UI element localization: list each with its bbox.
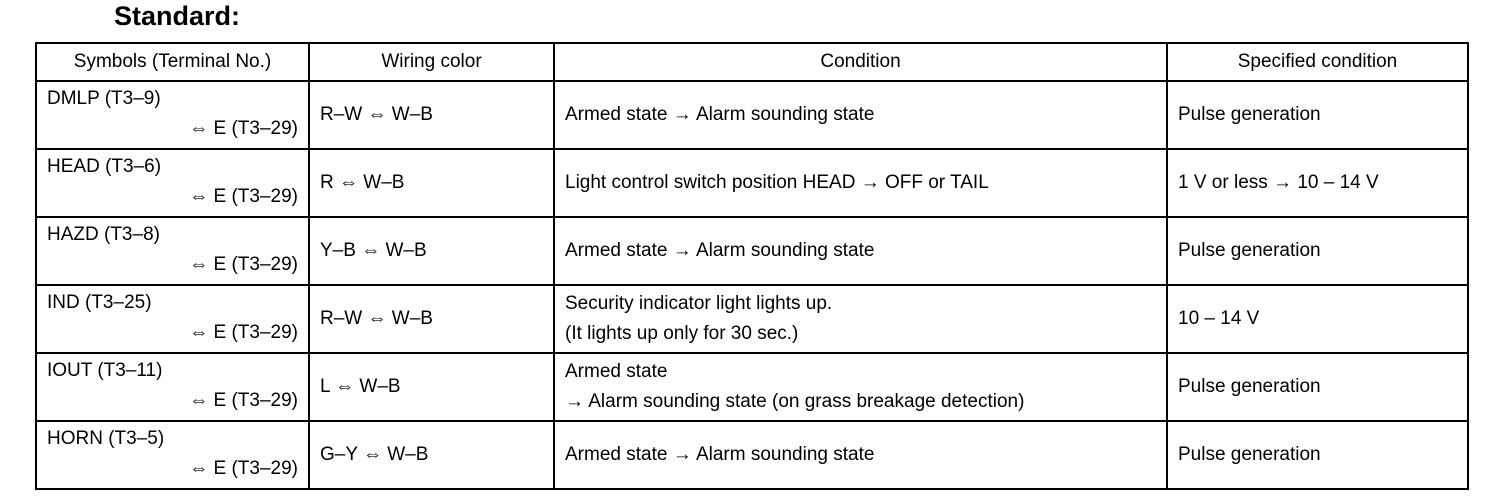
condition-line: Armed state → Alarm sounding state <box>565 104 875 125</box>
condition-line: (It lights up only for 30 sec.) <box>565 323 799 344</box>
condition-cell <box>554 421 1167 489</box>
specification-table <box>35 42 1469 490</box>
condition-line: → Alarm sounding state (on grass breakage detection) <box>565 391 1025 412</box>
page-heading: Standard: <box>114 1 241 31</box>
terminal-symbol: IOUT (T3–11) <box>47 360 163 381</box>
symbol-cell <box>36 421 309 489</box>
wiring-color-cell: Y–B ⇔ W–B <box>309 217 554 285</box>
condition-cell <box>554 217 1167 285</box>
ground-terminal: ⇔ E (T3–29) <box>189 186 298 207</box>
symbol-cell <box>36 285 309 353</box>
specified-condition-cell: Pulse generation <box>1167 353 1468 421</box>
table-row <box>36 81 1468 149</box>
table-row <box>36 421 1468 489</box>
terminal-symbol: HAZD (T3–8) <box>47 224 160 245</box>
header-wiring-color: Wiring color <box>309 43 554 81</box>
ground-terminal: ⇔ E (T3–29) <box>189 322 298 343</box>
condition-line: Armed state <box>565 361 668 382</box>
condition-cell <box>554 285 1167 353</box>
specified-condition-cell: 1 V or less → 10 – 14 V <box>1167 149 1468 217</box>
wiring-color-cell: R ⇔ W–B <box>309 149 554 217</box>
specified-condition-cell: 10 – 14 V <box>1167 285 1468 353</box>
table-header-row <box>36 43 1468 81</box>
terminal-symbol: HEAD (T3–6) <box>47 156 162 177</box>
terminal-symbol: DMLP (T3–9) <box>47 88 161 109</box>
ground-terminal: ⇔ E (T3–29) <box>189 118 298 139</box>
ground-terminal: ⇔ E (T3–29) <box>189 390 298 411</box>
terminal-symbol: HORN (T3–5) <box>47 428 165 449</box>
wiring-color-cell: L ⇔ W–B <box>309 353 554 421</box>
condition-line: Armed state → Alarm sounding state <box>565 240 875 261</box>
condition-cell <box>554 353 1167 421</box>
wiring-color-cell: R–W ⇔ W–B <box>309 81 554 149</box>
specified-condition-cell: Pulse generation <box>1167 217 1468 285</box>
table-row <box>36 285 1468 353</box>
specified-condition-cell: Pulse generation <box>1167 81 1468 149</box>
ground-terminal: ⇔ E (T3–29) <box>189 254 298 275</box>
condition-cell <box>554 149 1167 217</box>
table-row <box>36 217 1468 285</box>
symbol-cell <box>36 217 309 285</box>
wiring-color-cell: G–Y ⇔ W–B <box>309 421 554 489</box>
table-row <box>36 149 1468 217</box>
symbol-cell <box>36 353 309 421</box>
symbol-cell <box>36 149 309 217</box>
header-specified-condition: Specified condition <box>1167 43 1468 81</box>
terminal-symbol: IND (T3–25) <box>47 292 152 313</box>
condition-cell <box>554 81 1167 149</box>
wiring-color-cell: R–W ⇔ W–B <box>309 285 554 353</box>
header-condition: Condition <box>554 43 1167 81</box>
condition-line: Security indicator light lights up. <box>565 293 833 314</box>
specified-condition-cell: Pulse generation <box>1167 421 1468 489</box>
condition-line: Light control switch position HEAD → OFF or TAIL <box>565 172 989 193</box>
symbol-cell <box>36 81 309 149</box>
condition-line: Armed state → Alarm sounding state <box>565 444 875 465</box>
header-symbols: Symbols (Terminal No.) <box>36 43 309 81</box>
table-row <box>36 353 1468 421</box>
ground-terminal: ⇔ E (T3–29) <box>189 458 298 479</box>
